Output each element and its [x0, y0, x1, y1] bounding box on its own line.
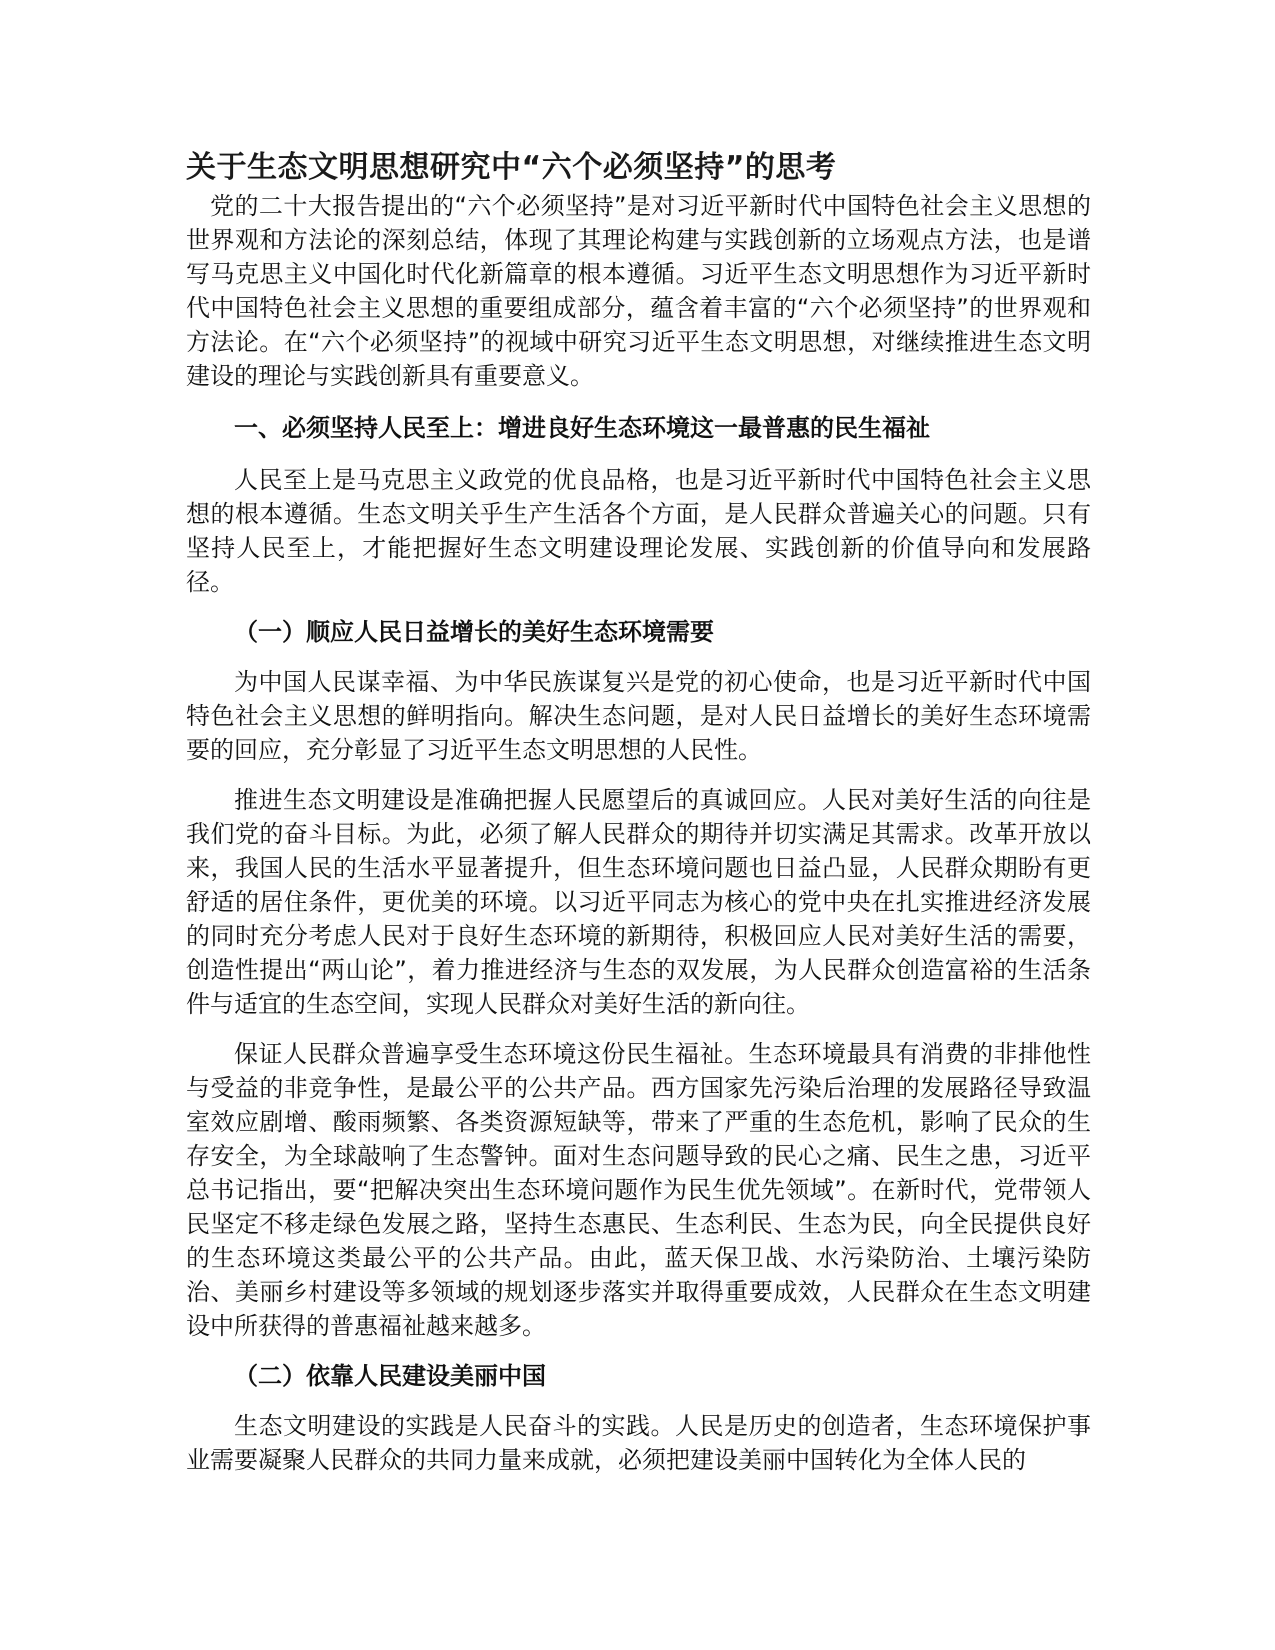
document-title: 关于生态文明思想研究中“六个必须坚持”的思考 — [186, 150, 837, 185]
subsection-1-heading: （一）顺应人民日益增长的美好生态环境需要 — [234, 618, 714, 646]
subsection-1-paragraph-2: 推进生态文明建设是准确把握人民愿望后的真诚回应。人民对美好生活的向往是我们党的奋斗目标。为此，必须了解人民群众的期待并切实满足其需求。改革开放以来，我国人民的生活水平显著提升，但生态环境问题也日益凸显，人民群众期盼有更舒适的居住条件，更优美的环境。以习近平同志为核心的党中央在扎实推进经济发展的同时充分考虑人民对于良好生态环境的新期待，积极回应人民对美好生活的需要，创造性提出“两山论”，着力推进经济与生态的双发展，为人民群众创造富裕的生活条件与适宜的生态空间，实现人民群众对美好生活的新向往。 — [186, 786, 1091, 1018]
subsection-2-heading: （二）依靠人民建设美丽中国 — [234, 1362, 546, 1390]
section-1-heading: 一、必须坚持人民至上：增进良好生态环境这一最普惠的民生福祉 — [234, 414, 930, 442]
subsection-1-paragraph-3: 保证人民群众普遍享受生态环境这份民生福祉。生态环境最具有消费的非排他性与受益的非竞争性，是最公平的公共产品。西方国家先污染后治理的发展路径导致温室效应剧增、酸雨频繁、各类资源短缺等，带来了严重的生态危机，影响了民众的生存安全，为全球敲响了生态警钟。面对生态问题导致的民心之痛、民生之患，习近平总书记指出，要“把解决突出生态环境问题作为民生优先领域”。在新时代，党带领人民坚定不移走绿色发展之路，坚持生态惠民、生态利民、生态为民，向全民提供良好的生态环境这类最公平的公共产品。由此，蓝天保卫战、水污染防治、土壤污染防治、美丽乡村建设等多领域的规划逐步落实并取得重要成效，人民群众在生态文明建设中所获得的普惠福祉越来越多。 — [186, 1040, 1091, 1340]
subsection-2-paragraph: 生态文明建设的实践是人民奋斗的实践。人民是历史的创造者，生态环境保护事业需要凝聚人民群众的共同力量来成就，必须把建设美丽中国转化为全体人民的 — [186, 1412, 1091, 1474]
intro-paragraph: 党的二十大报告提出的“六个必须坚持”是对习近平新时代中国特色社会主义思想的世界观和方法论的深刻总结，体现了其理论构建与实践创新的立场观点方法，也是谱写马克思主义中国化时代化新篇章的根本遵循。习近平生态文明思想作为习近平新时代中国特色社会主义思想的重要组成部分，蕴含着丰富的“六个必须坚持”的世界观和方法论。在“六个必须坚持”的视域中研究习近平生态文明思想，对继续推进生态文明建设的理论与实践创新具有重要意义。 — [186, 192, 1091, 390]
document-page — [186, 147, 1091, 1493]
section-1-paragraph: 人民至上是马克思主义政党的优良品格，也是习近平新时代中国特色社会主义思想的根本遵循。生态文明关乎生产生活各个方面，是人民群众普遍关心的问题。只有坚持人民至上，才能把握好生态文明建设理论发展、实践创新的价值导向和发展路径。 — [186, 466, 1091, 596]
subsection-1-paragraph-1: 为中国人民谋幸福、为中华民族谋复兴是党的初心使命，也是习近平新时代中国特色社会主义思想的鲜明指向。解决生态问题，是对人民日益增长的美好生态环境需要的回应，充分彰显了习近平生态文明思想的人民性。 — [186, 668, 1091, 764]
